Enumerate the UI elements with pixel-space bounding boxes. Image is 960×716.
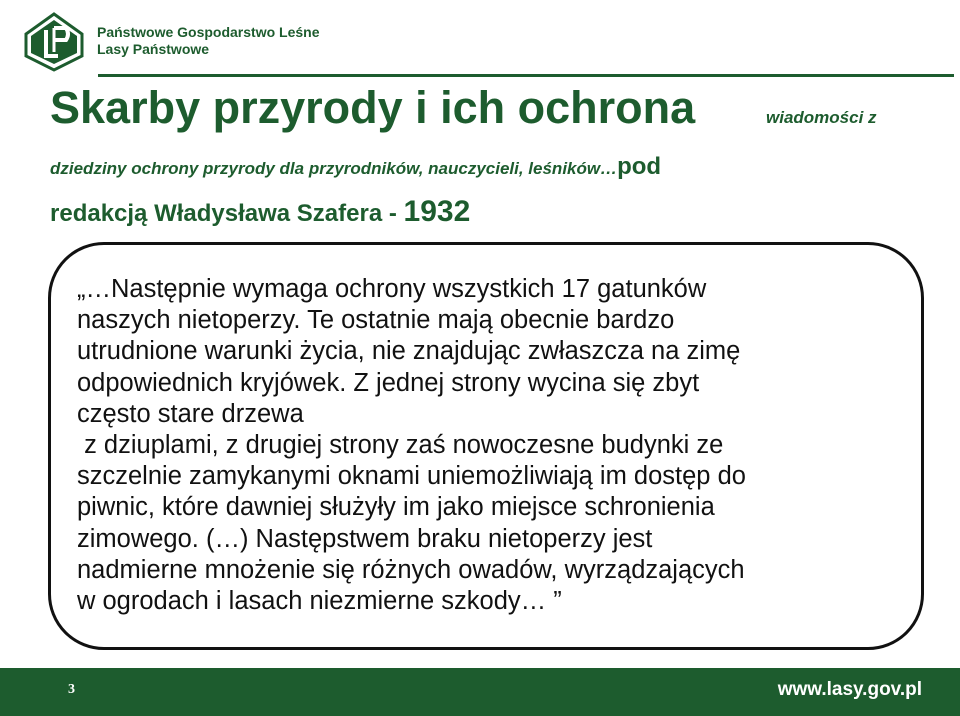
header-divider — [98, 74, 954, 77]
quote-line: nadmierne mnożenie się różnych owadów, wyrządzających — [77, 555, 745, 584]
slide-title: Skarby przyrody i ich ochrona — [50, 82, 696, 133]
quote-line: utrudnione warunki życia, nie znajdując zwłaszcza na zimę — [77, 337, 741, 366]
page-number: 3 — [68, 682, 75, 697]
subtitle-editor: redakcją Władysława Szafera - — [50, 200, 404, 227]
slide-subtitle — [50, 146, 910, 238]
title-note: wiadomości z — [766, 108, 877, 127]
footer-bar — [0, 668, 960, 716]
quote-line: zimowego. (…) Następstwem braku nietoperzy jest — [77, 524, 653, 553]
organization-names — [97, 24, 320, 58]
website-link[interactable]: www.lasy.gov.pl — [777, 679, 922, 700]
title-block — [50, 82, 920, 134]
quote-line: szczelnie zamykanymi oknami uniemożliwiają im dostęp do — [77, 462, 746, 491]
quote-line: odpowiednich kryjówek. Z jednej strony wycina się zbyt — [77, 368, 700, 397]
quote-text — [77, 274, 907, 617]
quote-line: często stare drzewa — [77, 399, 304, 428]
quote-line: w ogrodach i lasach niezmierne szkody… ” — [77, 586, 562, 615]
org-full-name: Państwowe Gospodarstwo Leśne — [97, 24, 320, 40]
subtitle-italic: dziedziny ochrony przyrody dla przyrodników, nauczycieli, leśników… — [50, 159, 618, 178]
subtitle-pod: pod — [617, 153, 662, 180]
quote-line: piwnic, które dawniej służyły im jako miejsce schronienia — [77, 493, 715, 522]
lasy-panstwowe-logo — [20, 12, 88, 72]
quote-line: „…Następnie wymaga ochrony wszystkich 17 gatunków — [77, 275, 707, 303]
tree-emblem-icon — [20, 12, 88, 72]
slide-header — [0, 0, 960, 76]
quote-line: naszych nietoperzy. Te ostatnie mają obecnie bardzo — [77, 306, 675, 335]
quote-line: z dziuplami, z drugiej strony zaś nowoczesne budynki ze — [77, 430, 724, 459]
subtitle-year: 1932 — [403, 195, 471, 228]
org-short-name: Lasy Państwowe — [97, 41, 210, 57]
